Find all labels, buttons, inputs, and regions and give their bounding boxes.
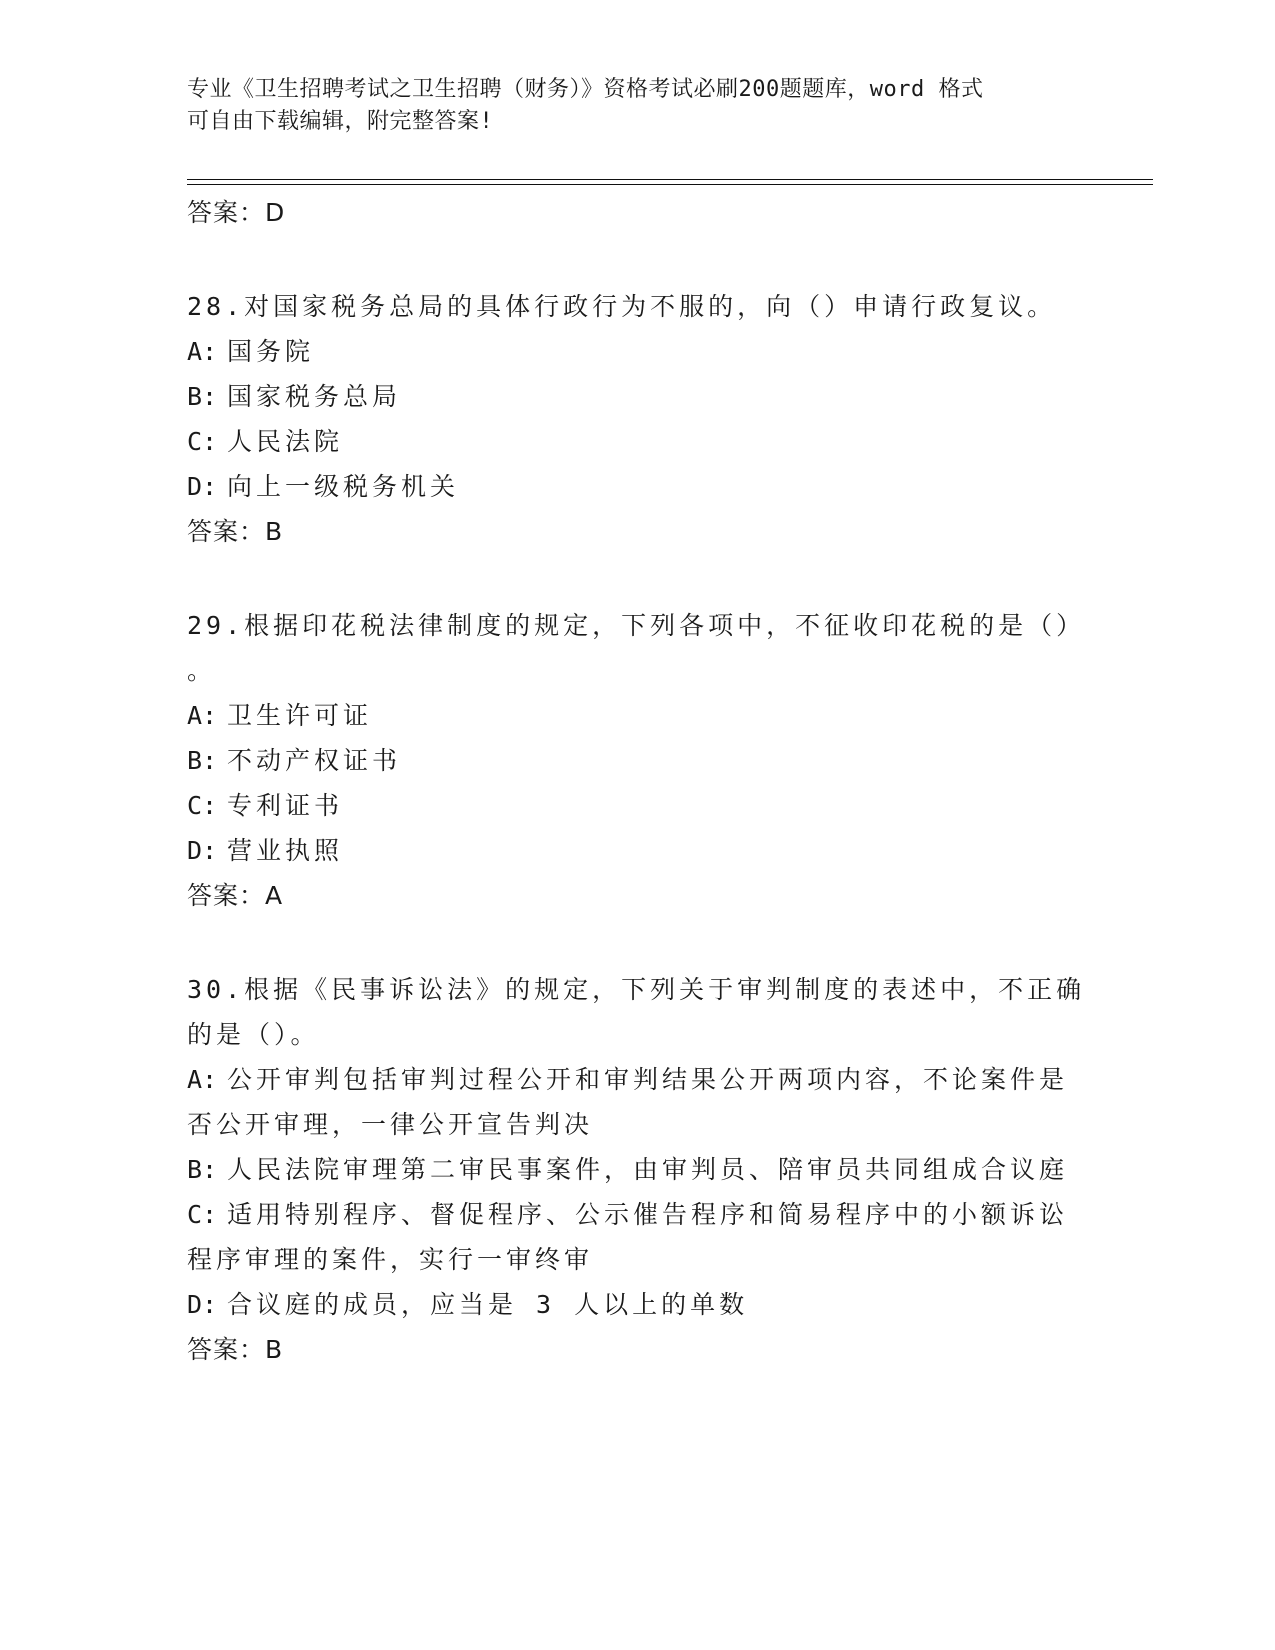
option-text: 适用特别程序、督促程序、公示催告程序和简易程序中的小额诉讼 [227, 1200, 1069, 1229]
option-d [187, 828, 1087, 873]
answer-label: 答案： [187, 881, 266, 910]
option-text: 公开审判包括审判过程公开和审判结果公开两项内容，不论案件是 [227, 1065, 1069, 1094]
option-key: C: [187, 427, 218, 456]
option-key: A: [187, 337, 218, 366]
answer-value: A [265, 881, 284, 910]
answer-label: 答案： [187, 1335, 266, 1364]
option-text: 人民法院 [227, 427, 344, 456]
header-title-line-2: 可自由下载编辑，附完整答案! [187, 109, 494, 134]
option-text: 卫生许可证 [227, 701, 373, 730]
question-text-continued: 的是（）。 [187, 1020, 320, 1049]
option-d [187, 1282, 1087, 1327]
header-divider-bottom [187, 184, 1153, 185]
question-30 [187, 967, 1087, 1373]
option-d [187, 464, 1087, 509]
option-key: B: [187, 382, 218, 411]
answer-value: B [265, 1335, 284, 1364]
question-text: 29.根据印花税法律制度的规定，下列各项中，不征收印花税的是（） [187, 611, 1086, 640]
option-b [187, 374, 1087, 419]
answer-label: 答案： [187, 517, 266, 546]
option-c [187, 1192, 1087, 1237]
question-text-continued: 。 [187, 656, 217, 685]
document-body [187, 190, 1087, 1373]
answer-label: 答案： [187, 198, 266, 227]
question-text: 30.根据《民事诉讼法》的规定，下列关于审判制度的表述中，不正确 [187, 975, 1086, 1004]
option-key: B: [187, 746, 218, 775]
previous-answer [187, 190, 1087, 236]
option-text: 营业执照 [227, 836, 344, 865]
option-key: A: [187, 1065, 218, 1094]
option-key: B: [187, 1155, 218, 1184]
option-b [187, 1147, 1087, 1192]
option-c-continued: 程序审理的案件，实行一审终审 [187, 1245, 594, 1274]
option-a [187, 1057, 1087, 1102]
question-answer [187, 509, 1087, 555]
option-text: 国务院 [227, 337, 315, 366]
option-text: 国家税务总局 [227, 382, 402, 411]
option-text: 向上一级税务机关 [227, 472, 460, 501]
option-key: C: [187, 791, 218, 820]
option-text: 人民法院审理第二审民事案件，由审判员、陪审员共同组成合议庭 [227, 1155, 1069, 1184]
header-title-line-1: 专业《卫生招聘考试之卫生招聘（财务）》资格考试必刷200题题库，word 格式 [187, 77, 984, 102]
question-answer [187, 873, 1087, 919]
answer-value: D [265, 198, 286, 227]
option-key: C: [187, 1200, 218, 1229]
option-b [187, 738, 1087, 783]
option-text: 不动产权证书 [227, 746, 402, 775]
question-29 [187, 603, 1087, 919]
question-text: 28.对国家税务总局的具体行政行为不服的，向（）申请行政复议。 [187, 292, 1057, 321]
option-a [187, 329, 1087, 374]
option-c [187, 419, 1087, 464]
option-key: A: [187, 701, 218, 730]
option-text: 专利证书 [227, 791, 344, 820]
header-divider-top [187, 179, 1153, 180]
document-header [187, 74, 1067, 138]
option-key: D: [187, 836, 218, 865]
question-answer [187, 1327, 1087, 1373]
option-c [187, 783, 1087, 828]
question-28 [187, 284, 1087, 555]
option-text: 合议庭的成员，应当是 3 人以上的单数 [227, 1290, 749, 1319]
option-key: D: [187, 1290, 218, 1319]
option-key: D: [187, 472, 218, 501]
answer-value: B [265, 517, 284, 546]
option-a-continued: 否公开审理，一律公开宣告判决 [187, 1110, 594, 1139]
option-a [187, 693, 1087, 738]
